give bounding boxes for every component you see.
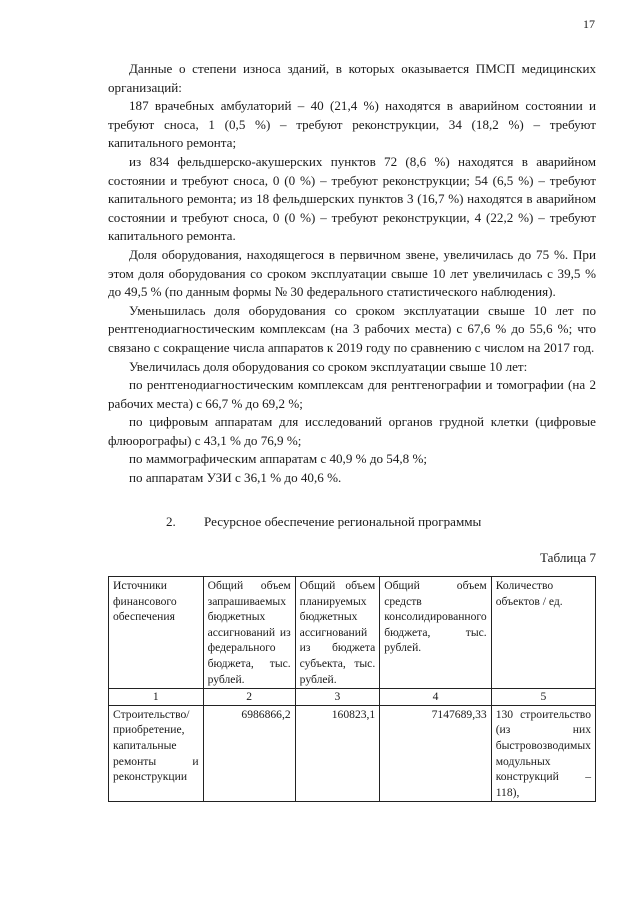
paragraph: из 834 фельдшерско-акушерских пунктов 72 (8,6 %) находятся в аварийном состоянии и требуют сноса, 0 (0 %) – требуют реконструкции; 54 (6,5 %) – требуют капитального ремонта; из 18 фельдшерских пунктов 3 (16,7 %) находятся в аварийном состоянии и требуют сноса, 0 (0 %) – требуют реконструкции, 4 (22,2 %) – требуют капитального ремонта. (108, 153, 596, 244)
paragraph: Увеличилась доля оборудования со сроком эксплуатации свыше 10 лет: (129, 358, 528, 374)
column-number: 3 (295, 689, 380, 706)
table-row (109, 705, 596, 802)
body-text (108, 60, 596, 488)
federal-cell: 6986866,2 (203, 705, 295, 802)
header-cell: Источники финансового обеспечения (109, 577, 204, 689)
header-cell: Общий объем запрашиваемых бюджетных ассигнований из федерального бюджета, тыс. рублей. (203, 577, 295, 689)
paragraph: Доля оборудования, находящегося в первичном звене, увеличилась до 75 %. При этом доля оборудования со сроком эксплуатации свыше 10 лет увеличилась с 39,5 % до 49,5 % (по данным формы № 30 федерального статистического наблюдения). (108, 246, 596, 300)
paragraph: по цифровым аппаратам для исследований органов грудной клетки (цифровые флюорографы) с 43,1 % до 76,9 %; (108, 414, 596, 448)
header-cell: Количество объектов / ед. (491, 577, 595, 689)
paragraph: Данные о степени износа зданий, в которых оказывается ПМСП медицинских организаций: (108, 61, 596, 95)
header-cell: Общий объем средств консолидированного бюджета, тыс. рублей. (380, 577, 491, 689)
table-label: Таблица 7 (540, 550, 596, 565)
paragraph: Уменьшилась доля оборудования со сроком эксплуатации свыше 10 лет по рентгенодиагностическим комплексам (на 3 рабочих места) с 67,6 % до 55,6 %; что связано с сокращение числа аппаратов к 2019 году по сравнению с числом на 2017 год. (108, 302, 596, 355)
column-number: 4 (380, 689, 491, 706)
section-number: 2. (166, 514, 176, 529)
objects-cell: 130 строительство (из них быстровозводимых модульных конструкций – 118), (491, 705, 595, 802)
source-cell: Строительство/ приобретение, капитальные ремонты и реконструкции (109, 705, 204, 802)
column-number-row (109, 689, 596, 706)
header-cell: Общий объем планируемых бюджетных ассигнований из бюджета субъекта, тыс. рублей. (295, 577, 380, 689)
paragraph: 187 врачебных амбулаторий – 40 (21,4 %) находятся в аварийном состоянии и требуют сноса, 1 (0,5 %) – требуют реконструкции, 34 (18,2 %) – требуют капитального ремонта; (108, 98, 596, 151)
paragraph: по рентгенодиагностическим комплексам для рентгенографии и томографии (на 2 рабочих места) с 66,7 % до 69,2 %; (108, 377, 596, 411)
consolidated-cell: 7147689,33 (380, 705, 491, 802)
column-number: 1 (109, 689, 204, 706)
section-title: Ресурсное обеспечение региональной программы (204, 514, 482, 529)
column-number: 2 (203, 689, 295, 706)
regional-cell: 160823,1 (295, 705, 380, 802)
column-number: 5 (491, 689, 595, 706)
page-number: 17 (583, 17, 595, 31)
table-header-row (109, 577, 596, 689)
paragraph: по аппаратам УЗИ с 36,1 % до 40,6 %. (129, 470, 342, 486)
resource-table (108, 576, 596, 802)
paragraph: по маммографическим аппаратам с 40,9 % до 54,8 %; (129, 451, 428, 467)
